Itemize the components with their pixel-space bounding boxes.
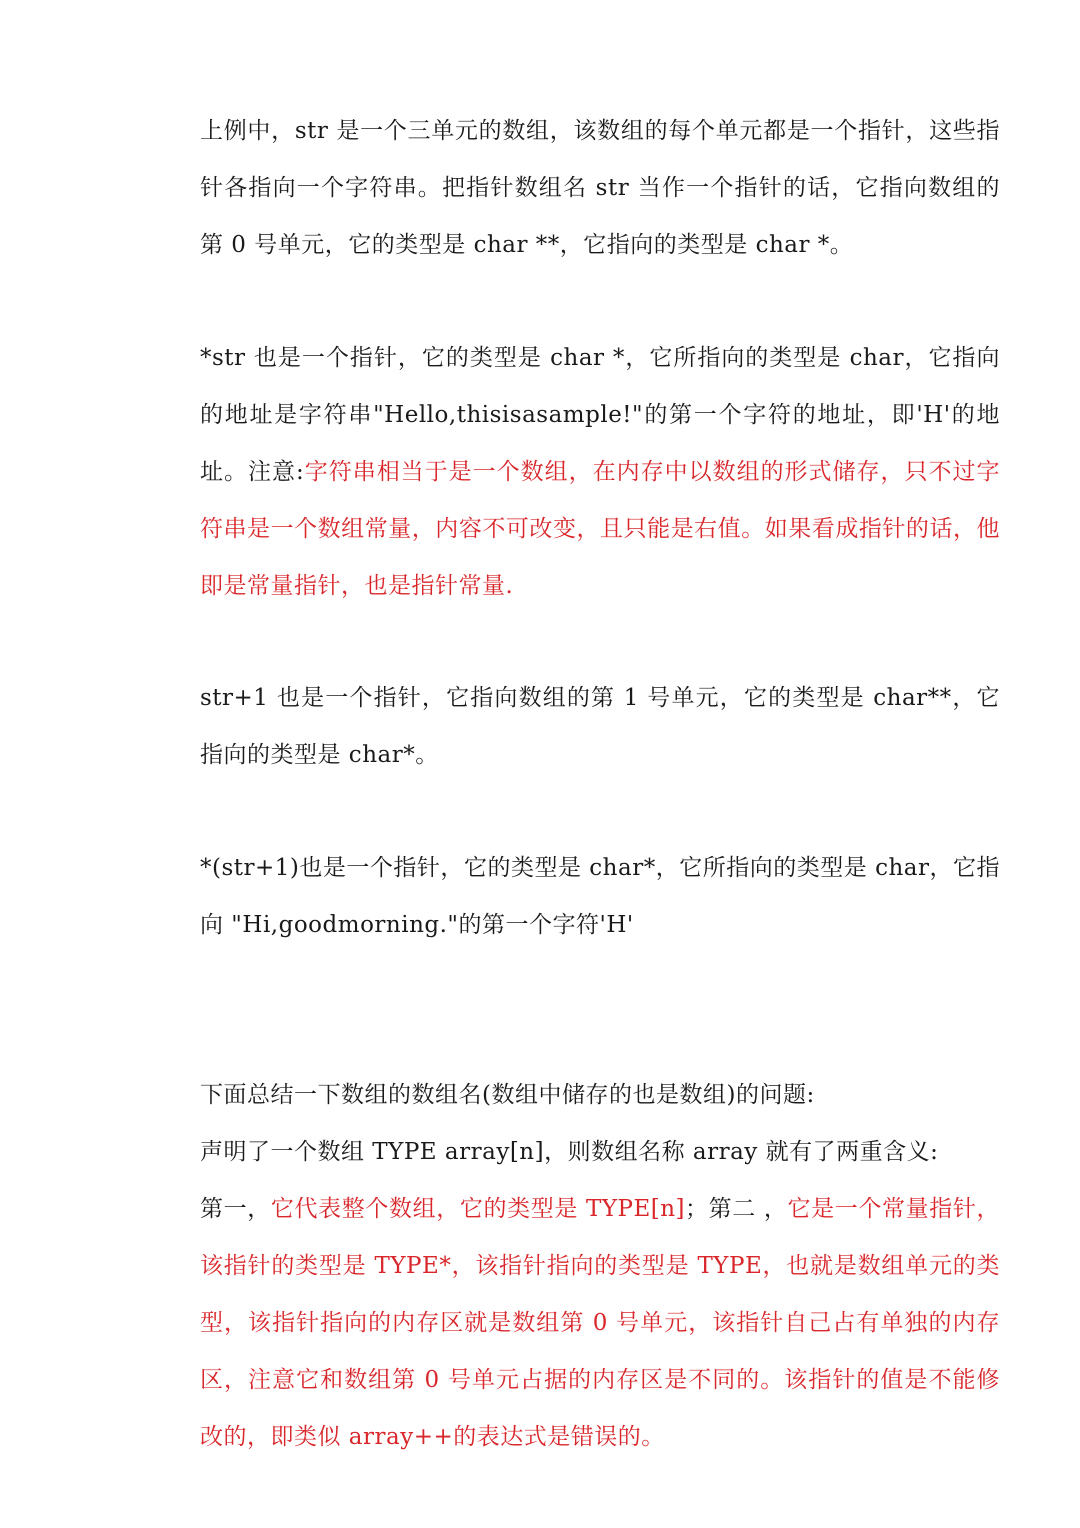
text-run: str+1 也是一个指针，它指向数组的第 1 号单元，它的类型是 char**，它指向的类型是 char*。 (200, 685, 1000, 768)
highlighted-note: 字符串相当于是一个数组，在内存中以数组的形式储存，只不过字符串是一个数组常量，内容不可改变，且只能是右值。如果看成指针的话，他即是常量指针，也是指针常量. (200, 459, 1000, 599)
paragraph-str-array-intro (200, 103, 1000, 274)
text-run: ；第二 ， (685, 1196, 788, 1222)
paragraph-str-plus-one (200, 670, 1000, 784)
text-run: *str 也是一个指针，它的类型是 char *，它所指向的类型是 char，它指向的地址是字符串"Hello,thisisasample!"的第一个字符的地址，即'H'的地址。注意: (200, 345, 1000, 485)
text-run: *(str+1)也是一个指针，它的类型是 char*，它所指向的类型是 char，它指向 "Hi,goodmorning."的第一个字符'H' (200, 855, 1000, 938)
highlighted-meaning-one: 它代表整个数组，它的类型是 TYPE[n] (270, 1196, 686, 1222)
paragraph-deref-str-plus-one (200, 840, 1000, 954)
highlighted-meaning-two: 它是一个常量指针，该指针的类型是 TYPE*，该指针指向的类型是 TYPE，也就是数组单元的类型，该指针指向的内存区就是数组第 0 号单元，该指针自己占有单独的内存区，注意它和数组第 0 号单元占据的内存区是不同的。该指针的值是不能修改的，即类似 array++的表达式是错误的。 (200, 1196, 1001, 1450)
text-run: 上例中，str 是一个三单元的数组，该数组的每个单元都是一个指针，这些指针各指向一个字符串。把指针数组名 str 当作一个指针的话，它指向数组的第 0 号单元，它的类型是 char **，它指向的类型是 char *。 (200, 118, 1000, 258)
paragraph-array-name-summary (200, 1010, 1000, 1466)
paragraph-deref-str (200, 330, 1000, 615)
text-run: 下面总结一下数组的数组名(数组中储存的也是数组)的问题: 声明了一个数组 TYPE array[n]，则数组名称 array 就有了两重含义: 第一， (200, 1082, 939, 1222)
